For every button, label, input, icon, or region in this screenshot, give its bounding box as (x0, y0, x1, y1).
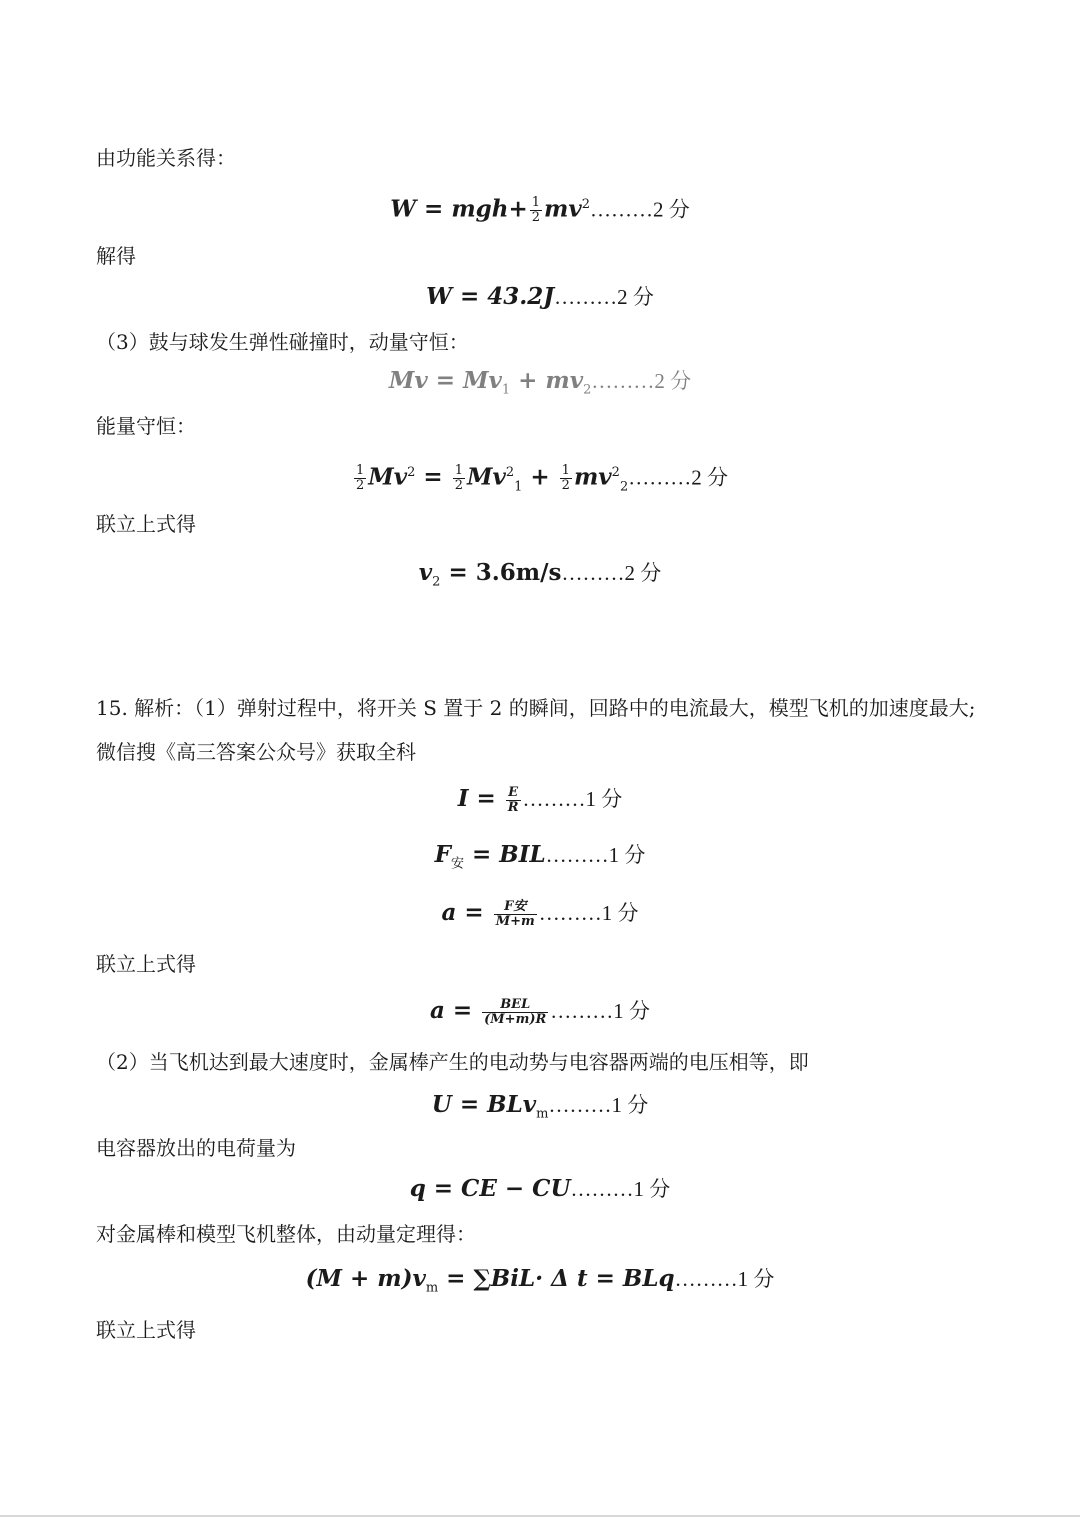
score-note: ………2 分 (554, 285, 654, 309)
fraction (354, 464, 366, 493)
fraction (506, 786, 521, 815)
score-note: ………1 分 (550, 999, 651, 1023)
equation-charge (0, 1172, 1080, 1206)
equation-acceleration (0, 896, 1080, 930)
eq-sup: 2 (611, 465, 620, 480)
frac-den: 2 (531, 210, 541, 226)
score-note: ………2 分 (590, 197, 690, 222)
text-line-charge: 电容器放出的电荷量为 (96, 1136, 296, 1160)
eq-part: q = CE − CU (409, 1175, 571, 1202)
score-note: ………1 分 (570, 1177, 671, 1201)
score-note: ………1 分 (522, 787, 623, 811)
frac-num: BEL (482, 998, 548, 1013)
text-line-combine-3: 联立上式得 (96, 1318, 196, 1342)
eq-sub: 2 (432, 574, 441, 590)
page-bottom-edge (0, 1515, 1080, 1517)
eq-part: = (415, 463, 451, 491)
equation-energy (0, 456, 1080, 504)
eq-part: F (434, 841, 451, 868)
fraction (530, 196, 542, 225)
eq-part: = ∑BiL· Δ t = BLq (438, 1265, 675, 1292)
frac-num: 1 (454, 463, 463, 479)
eq-sub: 1 (514, 479, 523, 495)
frac-num: 1 (356, 463, 365, 479)
eq-part: W = 43.2J (426, 283, 555, 310)
fraction (482, 998, 548, 1027)
text-line-momentum: （3）鼓与球发生弹性碰撞时，动量守恒： (96, 330, 469, 354)
equation-ampere-force (0, 838, 1080, 882)
frac-den: 2 (356, 478, 365, 494)
score-note: ………2 分 (561, 561, 662, 585)
eq-part: (M + m)v (305, 1265, 426, 1292)
score-note: ………2 分 (591, 369, 692, 393)
eq-sub: 1 (501, 382, 511, 398)
text-line-impulse: 对金属棒和模型飞机整体，由动量定理得： (96, 1222, 476, 1246)
eq-part: = 3.6m/s (440, 559, 562, 586)
equation-impulse (0, 1262, 1080, 1306)
eq-sup: 2 (505, 465, 515, 480)
eq-part: v (418, 559, 433, 586)
text-line-solve: 解得 (96, 244, 136, 268)
eq-part: a = (429, 997, 481, 1024)
eq-part: a = (441, 899, 492, 926)
eq-sub: 安 (450, 856, 464, 872)
eq-part: W = mgh+ (390, 195, 528, 223)
eq-part: Mv (368, 463, 408, 491)
equation-work-value (0, 280, 1080, 314)
eq-sub: m (536, 1106, 549, 1122)
score-note: ………1 分 (548, 1093, 649, 1117)
eq-sup: 2 (407, 465, 416, 480)
frac-num: 1 (561, 463, 570, 479)
eq-part: I = (457, 785, 504, 812)
eq-part: Mv (466, 463, 506, 491)
frac-den: 2 (454, 478, 463, 494)
eq-part: U = BLv (431, 1091, 537, 1118)
text-line-combine-1: 联立上式得 (96, 512, 196, 536)
eq-part: = BIL (463, 841, 546, 868)
score-note: ………1 分 (545, 843, 646, 867)
text-line-energy: 能量守恒： (96, 414, 196, 438)
eq-part: + mv (510, 367, 584, 394)
eq-sub: 2 (619, 479, 629, 495)
text-line-max-speed: （2）当飞机达到最大速度时，金属棒产生的电动势与电容器两端的电压相等，即 (96, 1050, 809, 1074)
eq-part: Mv = Mv (388, 367, 502, 394)
equation-work (0, 188, 1080, 227)
text-line-combine-2: 联立上式得 (96, 952, 196, 976)
frac-den: (M+m)R (484, 1011, 547, 1027)
frac-num: F安 (494, 900, 537, 915)
eq-part: + (522, 463, 558, 491)
frac-den: R (507, 799, 519, 815)
eq-sub: m (425, 1280, 439, 1296)
frac-den: M+m (495, 913, 535, 929)
equation-acceleration-result (0, 994, 1080, 1028)
equation-current (0, 782, 1080, 816)
equation-v2 (0, 556, 1080, 600)
frac-num: 1 (531, 195, 541, 211)
score-note: ………1 分 (538, 901, 639, 925)
score-note: ………1 分 (674, 1267, 775, 1291)
eq-part: mv (573, 463, 612, 491)
fraction (560, 464, 572, 493)
score-note: ………2 分 (628, 465, 728, 490)
eq-sub: 2 (583, 382, 592, 398)
text-line-work-energy: 由功能关系得： (96, 146, 236, 170)
fraction (494, 900, 537, 929)
equation-momentum (0, 364, 1080, 408)
eq-sup: 2 (581, 197, 591, 212)
eq-part: mv (544, 195, 582, 223)
equation-voltage (0, 1088, 1080, 1132)
frac-den: 2 (561, 478, 570, 494)
fraction (453, 464, 465, 493)
frac-num: E (506, 786, 521, 801)
text-paragraph-q15: 15. 解析：（1）弹射过程中，将开关 S 置于 2 的瞬间，回路中的电流最大，模型飞机的加速度最大;微信搜《高三答案公众号》获取全科 (96, 696, 976, 764)
